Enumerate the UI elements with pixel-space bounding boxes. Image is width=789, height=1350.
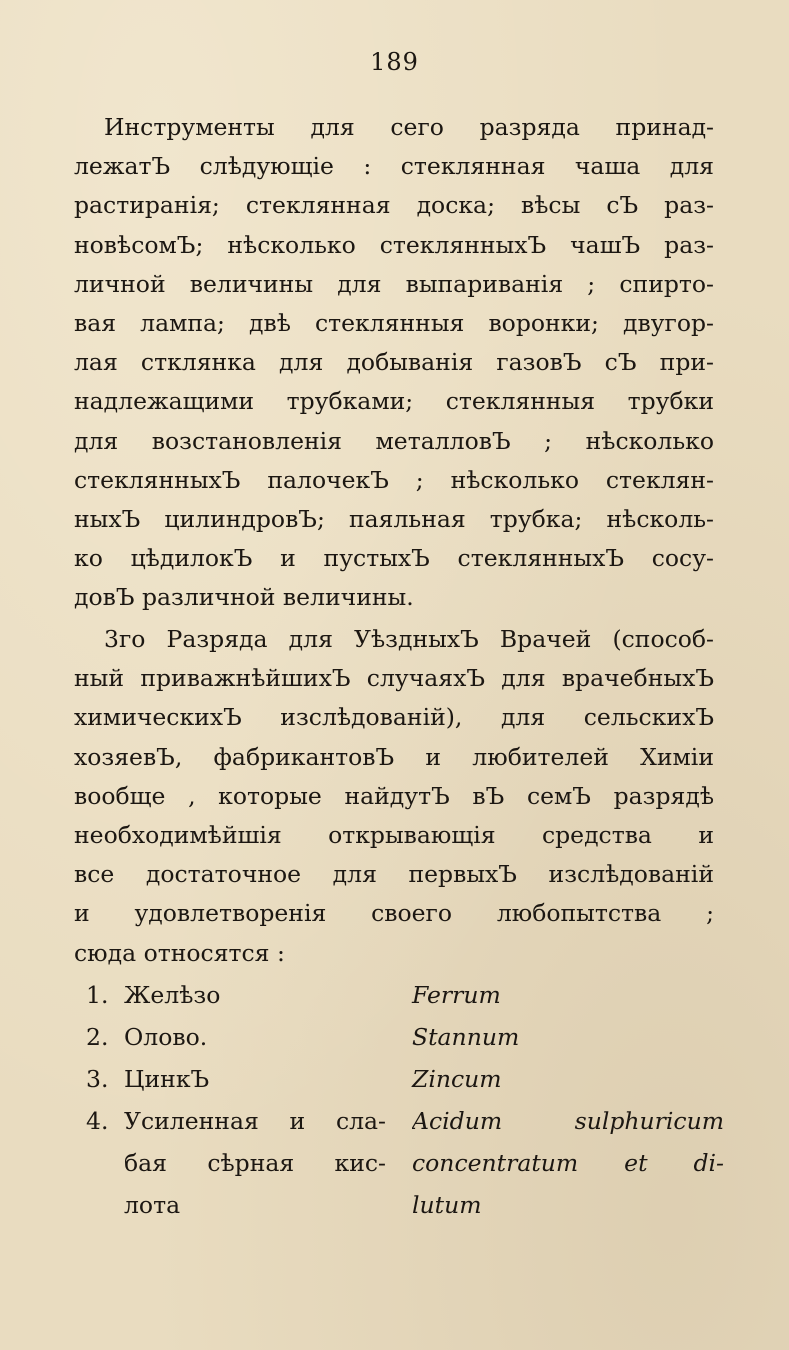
paragraph-third-category <box>74 620 714 973</box>
latin-name: Stannum <box>412 1023 520 1051</box>
text-line: химическихЪ изслѣдованій), для сельскихЪ <box>74 703 714 732</box>
text-line: ныхЪ цилиндровЪ; паяльная трубка; нѣсколь- <box>74 504 714 533</box>
russian-name: бая сѣрная кис- <box>124 1149 386 1177</box>
list-item <box>86 1016 726 1058</box>
text-line: вая лампа; двѣ стеклянныя воронки; двугор- <box>74 308 714 337</box>
text-line: сюда относятся : <box>74 938 285 967</box>
text-line: для возстановленія металловЪ ; нѣсколько <box>74 426 714 455</box>
list-item-row <box>86 1016 726 1058</box>
list-item-row <box>86 1100 726 1142</box>
text-line: вообще , которые найдутЪ вЪ семЪ разрядѣ <box>74 781 714 810</box>
text-line: и удовлетворенія своего любопытства ; <box>74 899 714 928</box>
text-line: надлежащими трубками; стеклянныя трубки <box>74 387 714 416</box>
item-number: 4. <box>86 1107 109 1135</box>
text-line: лежатЪ слѣдующіе : стеклянная чаша для <box>74 152 714 181</box>
latin-name: Acidum sulphuricum <box>412 1107 724 1135</box>
text-line: необходимѣйшія открывающія средства и <box>74 820 714 849</box>
latin-name: concentratum et di- <box>412 1149 724 1177</box>
list-item-row <box>86 1058 726 1100</box>
text-line: хозяевЪ, фабрикантовЪ и любителей Химіи <box>74 742 714 771</box>
item-number: 2. <box>86 1023 109 1051</box>
latin-name: Ferrum <box>412 981 501 1009</box>
text-line: Инструменты для сего разряда принад- <box>104 113 714 141</box>
text-line: довЪ различной величины. <box>74 583 414 612</box>
list-item <box>86 1100 726 1226</box>
page-number: 189 <box>370 48 419 76</box>
text-line: ко цѣдилокЪ и пустыхЪ стеклянныхЪ сосу- <box>74 544 714 573</box>
text-line: личной величины для выпариванія ; спирто- <box>74 269 714 298</box>
text-line: стеклянныхЪ палочекЪ ; нѣсколько стеклян- <box>74 465 714 494</box>
list-item-row <box>86 1142 726 1184</box>
latin-name: Zincum <box>412 1065 502 1093</box>
text-line: растиранія; стеклянная доска; вѣсы сЪ раз- <box>74 191 714 220</box>
item-number: 3. <box>86 1065 109 1093</box>
paragraph-instruments <box>74 108 714 617</box>
latin-name: lutum <box>412 1191 482 1219</box>
text-line: лая стклянка для добыванія газовЪ сЪ при- <box>74 348 714 377</box>
substance-list <box>86 974 726 1226</box>
text-line: новѣсомЪ; нѣсколько стеклянныхЪ чашЪ раз- <box>74 230 714 259</box>
text-line: все достаточное для первыхЪ изслѣдованій <box>74 860 714 889</box>
text-line: ный приважнѣйшихЪ случаяхЪ для врачебныхЪ <box>74 664 714 693</box>
russian-name: лота <box>124 1191 181 1219</box>
russian-name: Желѣзо <box>124 981 221 1009</box>
russian-name: ЦинкЪ <box>124 1065 210 1093</box>
item-number: 1. <box>86 981 109 1009</box>
list-item <box>86 974 726 1016</box>
list-item-row <box>86 1184 726 1226</box>
list-item-row <box>86 974 726 1016</box>
russian-name: Усиленная и сла- <box>124 1107 386 1135</box>
russian-name: Олово. <box>124 1023 208 1051</box>
text-line: 3го Разряда для УѣздныхЪ Врачей (способ- <box>104 625 714 653</box>
list-item <box>86 1058 726 1100</box>
